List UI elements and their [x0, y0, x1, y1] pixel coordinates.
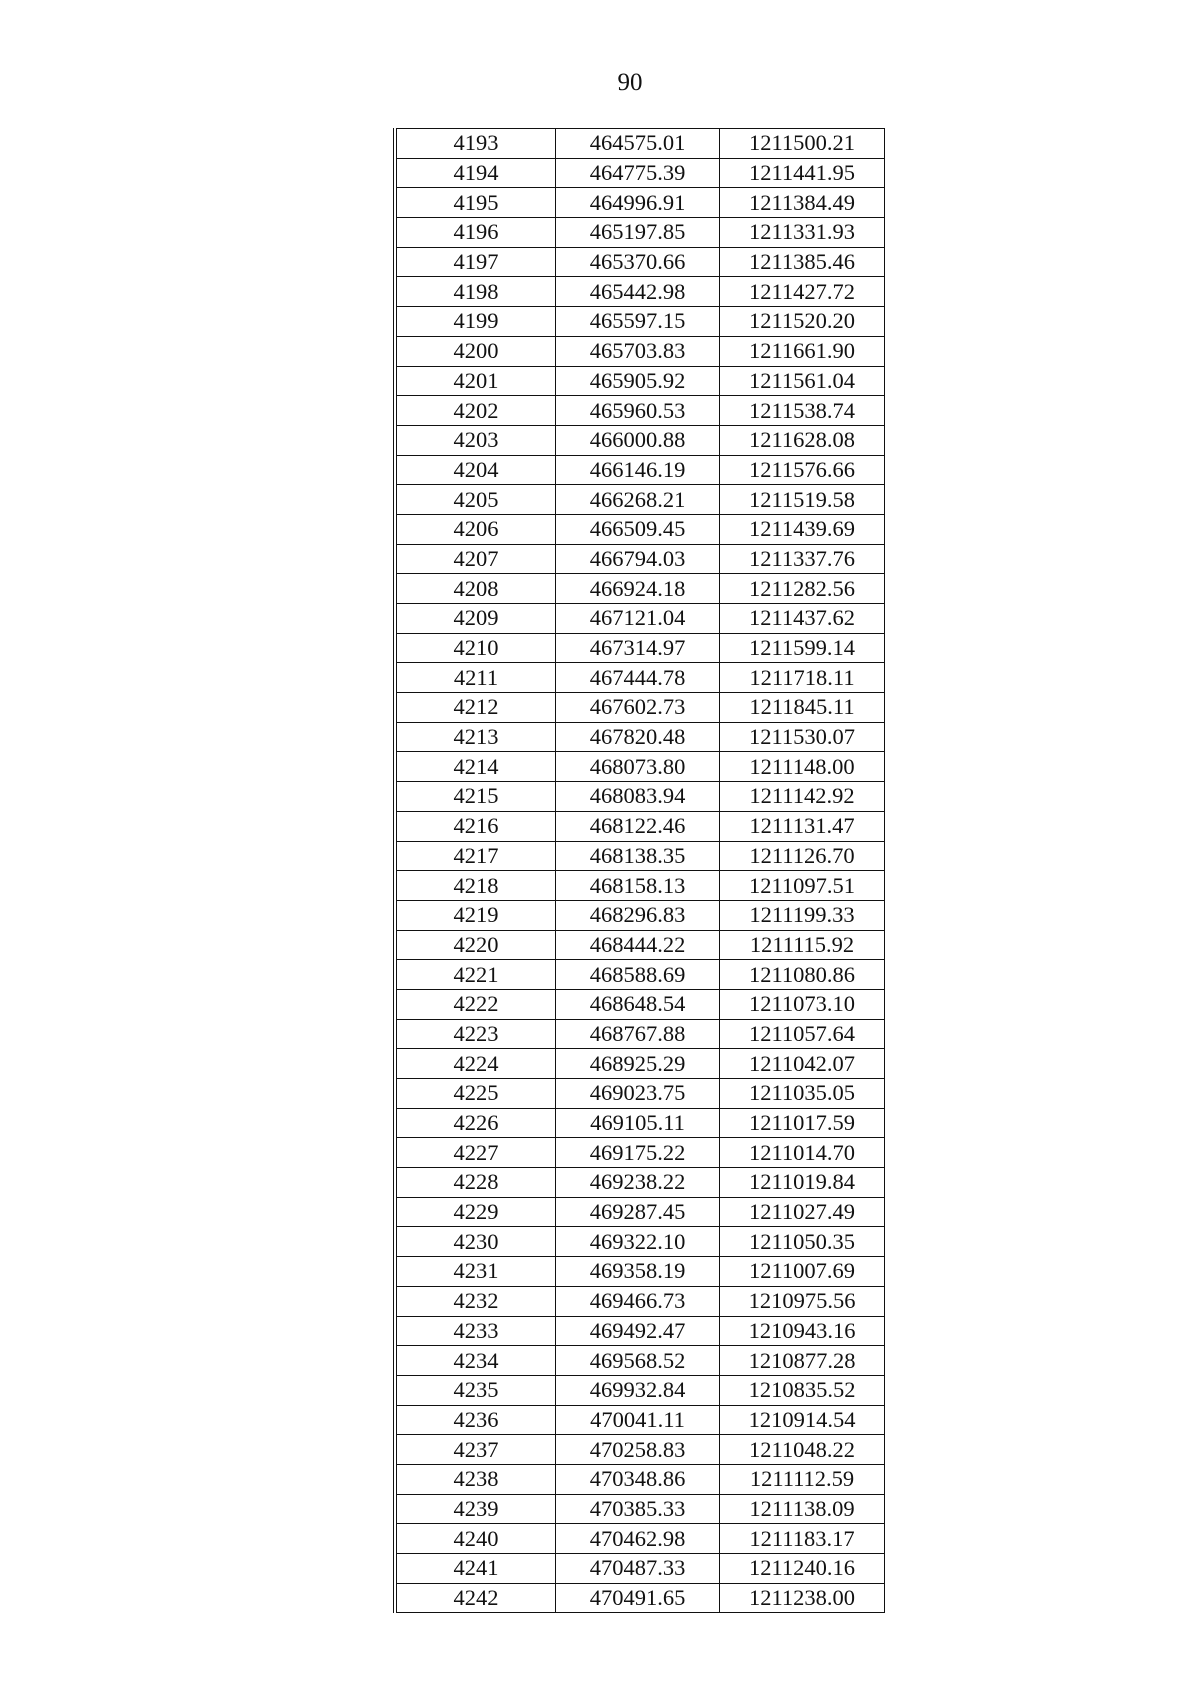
x-coordinate-cell: 469287.45	[556, 1197, 720, 1227]
table-row	[395, 722, 885, 752]
point-number-cell: 4208	[395, 574, 556, 604]
table-row	[395, 871, 885, 901]
x-coordinate-cell: 469175.22	[556, 1138, 720, 1168]
point-number-cell: 4238	[395, 1464, 556, 1494]
point-number-cell: 4212	[395, 693, 556, 723]
table-row	[395, 960, 885, 990]
point-number-cell: 4195	[395, 188, 556, 218]
table-row	[395, 1108, 885, 1138]
y-coordinate-cell: 1211385.46	[720, 247, 885, 277]
point-number-cell: 4226	[395, 1108, 556, 1138]
x-coordinate-cell: 468767.88	[556, 1019, 720, 1049]
x-coordinate-cell: 469322.10	[556, 1227, 720, 1257]
point-number-cell: 4237	[395, 1435, 556, 1465]
table-row	[395, 485, 885, 515]
y-coordinate-cell: 1211599.14	[720, 633, 885, 663]
x-coordinate-cell: 466000.88	[556, 425, 720, 455]
x-coordinate-cell: 464996.91	[556, 188, 720, 218]
point-number-cell: 4206	[395, 514, 556, 544]
table-row	[395, 1168, 885, 1198]
point-number-cell: 4219	[395, 900, 556, 930]
y-coordinate-cell: 1210914.54	[720, 1405, 885, 1435]
y-coordinate-cell: 1211628.08	[720, 425, 885, 455]
x-coordinate-cell: 464775.39	[556, 158, 720, 188]
y-coordinate-cell: 1211014.70	[720, 1138, 885, 1168]
table-row	[395, 782, 885, 812]
table-row	[395, 1079, 885, 1109]
x-coordinate-cell: 469932.84	[556, 1375, 720, 1405]
x-coordinate-cell: 469492.47	[556, 1316, 720, 1346]
x-coordinate-cell: 465197.85	[556, 218, 720, 248]
x-coordinate-cell: 465960.53	[556, 396, 720, 426]
table-row	[395, 989, 885, 1019]
y-coordinate-cell: 1211097.51	[720, 871, 885, 901]
point-number-cell: 4230	[395, 1227, 556, 1257]
point-number-cell: 4234	[395, 1346, 556, 1376]
table-row	[395, 1346, 885, 1376]
point-number-cell: 4239	[395, 1494, 556, 1524]
x-coordinate-cell: 466268.21	[556, 485, 720, 515]
x-coordinate-cell: 467121.04	[556, 604, 720, 634]
y-coordinate-cell: 1211057.64	[720, 1019, 885, 1049]
y-coordinate-cell: 1211073.10	[720, 989, 885, 1019]
table-row	[395, 1583, 885, 1613]
y-coordinate-cell: 1211331.93	[720, 218, 885, 248]
table-row	[395, 366, 885, 396]
point-number-cell: 4216	[395, 811, 556, 841]
point-number-cell: 4220	[395, 930, 556, 960]
table-row	[395, 1464, 885, 1494]
table-row	[395, 1138, 885, 1168]
table-row	[395, 1524, 885, 1554]
point-number-cell: 4203	[395, 425, 556, 455]
y-coordinate-cell: 1211048.22	[720, 1435, 885, 1465]
point-number-cell: 4236	[395, 1405, 556, 1435]
table-row	[395, 307, 885, 337]
y-coordinate-cell: 1211042.07	[720, 1049, 885, 1079]
y-coordinate-cell: 1211019.84	[720, 1168, 885, 1198]
x-coordinate-cell: 468648.54	[556, 989, 720, 1019]
y-coordinate-cell: 1211337.76	[720, 544, 885, 574]
y-coordinate-cell: 1211115.92	[720, 930, 885, 960]
table-row	[395, 604, 885, 634]
point-number-cell: 4233	[395, 1316, 556, 1346]
x-coordinate-cell: 468083.94	[556, 782, 720, 812]
x-coordinate-cell: 469105.11	[556, 1108, 720, 1138]
y-coordinate-cell: 1211080.86	[720, 960, 885, 990]
point-number-cell: 4231	[395, 1257, 556, 1287]
table-row	[395, 1494, 885, 1524]
y-coordinate-cell: 1211530.07	[720, 722, 885, 752]
point-number-cell: 4213	[395, 722, 556, 752]
x-coordinate-cell: 470385.33	[556, 1494, 720, 1524]
table-row	[395, 841, 885, 871]
y-coordinate-cell: 1211240.16	[720, 1554, 885, 1584]
point-number-cell: 4242	[395, 1583, 556, 1613]
y-coordinate-cell: 1211437.62	[720, 604, 885, 634]
x-coordinate-cell: 468296.83	[556, 900, 720, 930]
y-coordinate-cell: 1211661.90	[720, 336, 885, 366]
y-coordinate-cell: 1211126.70	[720, 841, 885, 871]
point-number-cell: 4199	[395, 307, 556, 337]
table-row	[395, 574, 885, 604]
x-coordinate-cell: 469023.75	[556, 1079, 720, 1109]
table-row	[395, 752, 885, 782]
y-coordinate-cell: 1211007.69	[720, 1257, 885, 1287]
x-coordinate-cell: 465703.83	[556, 336, 720, 366]
point-number-cell: 4200	[395, 336, 556, 366]
table-row	[395, 188, 885, 218]
x-coordinate-cell: 470491.65	[556, 1583, 720, 1613]
point-number-cell: 4201	[395, 366, 556, 396]
x-coordinate-cell: 469466.73	[556, 1286, 720, 1316]
y-coordinate-cell: 1211017.59	[720, 1108, 885, 1138]
table-row	[395, 1197, 885, 1227]
x-coordinate-cell: 470041.11	[556, 1405, 720, 1435]
point-number-cell: 4225	[395, 1079, 556, 1109]
table-row	[395, 1554, 885, 1584]
table-row	[395, 811, 885, 841]
x-coordinate-cell: 469358.19	[556, 1257, 720, 1287]
x-coordinate-cell: 465597.15	[556, 307, 720, 337]
table-row	[395, 425, 885, 455]
point-number-cell: 4202	[395, 396, 556, 426]
y-coordinate-cell: 1211238.00	[720, 1583, 885, 1613]
y-coordinate-cell: 1210835.52	[720, 1375, 885, 1405]
x-coordinate-cell: 467820.48	[556, 722, 720, 752]
x-coordinate-cell: 468122.46	[556, 811, 720, 841]
y-coordinate-cell: 1211718.11	[720, 663, 885, 693]
table-row	[395, 693, 885, 723]
y-coordinate-cell: 1211027.49	[720, 1197, 885, 1227]
y-coordinate-cell: 1211148.00	[720, 752, 885, 782]
x-coordinate-cell: 464575.01	[556, 129, 720, 159]
x-coordinate-cell: 465905.92	[556, 366, 720, 396]
table-row	[395, 1316, 885, 1346]
point-number-cell: 4221	[395, 960, 556, 990]
table-row	[395, 396, 885, 426]
point-number-cell: 4222	[395, 989, 556, 1019]
table-row	[395, 1257, 885, 1287]
point-number-cell: 4204	[395, 455, 556, 485]
table-row	[395, 1227, 885, 1257]
y-coordinate-cell: 1211112.59	[720, 1464, 885, 1494]
point-number-cell: 4235	[395, 1375, 556, 1405]
x-coordinate-cell: 467314.97	[556, 633, 720, 663]
y-coordinate-cell: 1211138.09	[720, 1494, 885, 1524]
table-row	[395, 1375, 885, 1405]
page-number: 90	[617, 69, 643, 96]
y-coordinate-cell: 1211142.92	[720, 782, 885, 812]
point-number-cell: 4240	[395, 1524, 556, 1554]
x-coordinate-cell: 466794.03	[556, 544, 720, 574]
point-number-cell: 4215	[395, 782, 556, 812]
point-number-cell: 4224	[395, 1049, 556, 1079]
table-row	[395, 930, 885, 960]
y-coordinate-cell: 1211199.33	[720, 900, 885, 930]
table-row	[395, 663, 885, 693]
table-row	[395, 1049, 885, 1079]
y-coordinate-cell: 1211050.35	[720, 1227, 885, 1257]
x-coordinate-cell: 470348.86	[556, 1464, 720, 1494]
x-coordinate-cell: 467602.73	[556, 693, 720, 723]
x-coordinate-cell: 465442.98	[556, 277, 720, 307]
y-coordinate-cell: 1211519.58	[720, 485, 885, 515]
x-coordinate-cell: 470487.33	[556, 1554, 720, 1584]
y-coordinate-cell: 1211183.17	[720, 1524, 885, 1554]
x-coordinate-cell: 465370.66	[556, 247, 720, 277]
point-number-cell: 4196	[395, 218, 556, 248]
table-row	[395, 1286, 885, 1316]
point-number-cell: 4207	[395, 544, 556, 574]
table-row	[395, 633, 885, 663]
x-coordinate-cell: 468158.13	[556, 871, 720, 901]
point-number-cell: 4241	[395, 1554, 556, 1584]
table-row	[395, 129, 885, 159]
table-row	[395, 544, 885, 574]
x-coordinate-cell: 466509.45	[556, 514, 720, 544]
x-coordinate-cell: 470462.98	[556, 1524, 720, 1554]
point-number-cell: 4229	[395, 1197, 556, 1227]
table-row	[395, 1019, 885, 1049]
point-number-cell: 4209	[395, 604, 556, 634]
y-coordinate-cell: 1211131.47	[720, 811, 885, 841]
y-coordinate-cell: 1211427.72	[720, 277, 885, 307]
y-coordinate-cell: 1211538.74	[720, 396, 885, 426]
point-number-cell: 4198	[395, 277, 556, 307]
table-row	[395, 247, 885, 277]
point-number-cell: 4218	[395, 871, 556, 901]
point-number-cell: 4193	[395, 129, 556, 159]
y-coordinate-cell: 1211561.04	[720, 366, 885, 396]
point-number-cell: 4232	[395, 1286, 556, 1316]
point-number-cell: 4197	[395, 247, 556, 277]
y-coordinate-cell: 1211576.66	[720, 455, 885, 485]
point-number-cell: 4227	[395, 1138, 556, 1168]
table-row	[395, 900, 885, 930]
x-coordinate-cell: 468138.35	[556, 841, 720, 871]
table-row	[395, 218, 885, 248]
table-row	[395, 277, 885, 307]
point-number-cell: 4211	[395, 663, 556, 693]
y-coordinate-cell: 1211845.11	[720, 693, 885, 723]
y-coordinate-cell: 1210943.16	[720, 1316, 885, 1346]
point-number-cell: 4205	[395, 485, 556, 515]
table-row	[395, 1435, 885, 1465]
y-coordinate-cell: 1211282.56	[720, 574, 885, 604]
y-coordinate-cell: 1211439.69	[720, 514, 885, 544]
point-number-cell: 4210	[395, 633, 556, 663]
point-number-cell: 4217	[395, 841, 556, 871]
y-coordinate-cell: 1211035.05	[720, 1079, 885, 1109]
y-coordinate-cell: 1211520.20	[720, 307, 885, 337]
table-row	[395, 158, 885, 188]
x-coordinate-cell: 468073.80	[556, 752, 720, 782]
point-number-cell: 4194	[395, 158, 556, 188]
table-row	[395, 1405, 885, 1435]
x-coordinate-cell: 468588.69	[556, 960, 720, 990]
x-coordinate-cell: 470258.83	[556, 1435, 720, 1465]
point-number-cell: 4214	[395, 752, 556, 782]
point-number-cell: 4228	[395, 1168, 556, 1198]
y-coordinate-cell: 1211441.95	[720, 158, 885, 188]
x-coordinate-cell: 468925.29	[556, 1049, 720, 1079]
x-coordinate-cell: 468444.22	[556, 930, 720, 960]
y-coordinate-cell: 1210877.28	[720, 1346, 885, 1376]
table-row	[395, 514, 885, 544]
y-coordinate-cell: 1210975.56	[720, 1286, 885, 1316]
coordinates-table	[393, 128, 885, 1613]
point-number-cell: 4223	[395, 1019, 556, 1049]
y-coordinate-cell: 1211500.21	[720, 129, 885, 159]
table-row	[395, 336, 885, 366]
table-row	[395, 455, 885, 485]
y-coordinate-cell: 1211384.49	[720, 188, 885, 218]
x-coordinate-cell: 466146.19	[556, 455, 720, 485]
x-coordinate-cell: 466924.18	[556, 574, 720, 604]
x-coordinate-cell: 469238.22	[556, 1168, 720, 1198]
x-coordinate-cell: 469568.52	[556, 1346, 720, 1376]
coordinates-table-body	[395, 129, 885, 1613]
x-coordinate-cell: 467444.78	[556, 663, 720, 693]
